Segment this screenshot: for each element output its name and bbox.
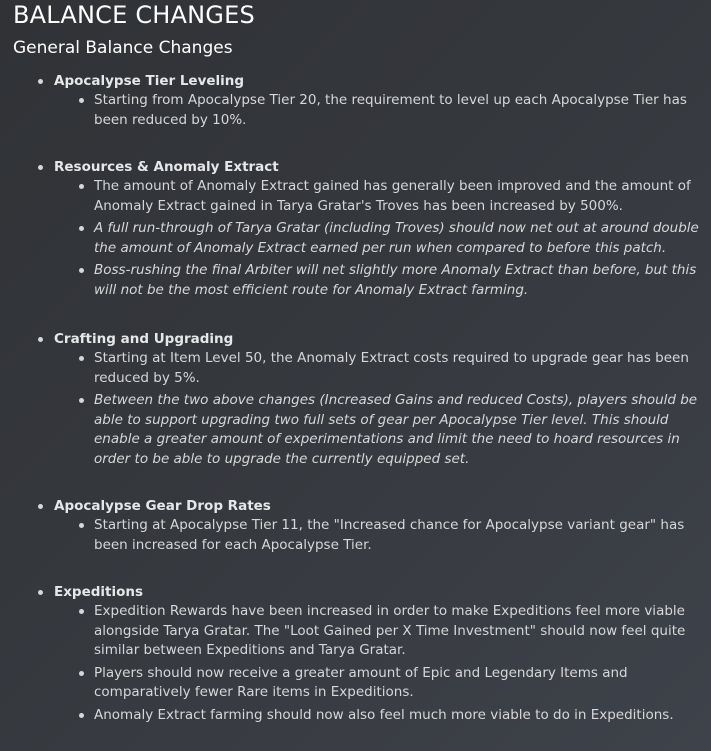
list-item: Players should now receive a greater amount of Epic and Legendary Items and comparatively fewer Rare items in Expeditions. — [76, 664, 702, 703]
bullet-list — [36, 349, 706, 469]
section-resources-anomaly-extract — [36, 158, 706, 303]
bullet-list — [36, 177, 706, 300]
list-item: Boss-rushing the final Arbiter will net slightly more Anomaly Extract than before, but this will not be the most efficient route for Anomaly Extract farming. — [76, 261, 702, 300]
section-heading: Apocalypse Tier Leveling — [36, 72, 706, 91]
bullet-list — [36, 516, 706, 555]
list-item: A full run-through of Tarya Gratar (including Troves) should now net out at around double the amount of Anomaly Extract earned per run when compared to before this patch. — [76, 219, 702, 258]
section-heading: Crafting and Upgrading — [36, 330, 706, 349]
list-item: Between the two above changes (Increased Gains and reduced Costs), players should be able to support upgrading two full sets of gear per Apocalypse Tier level. This should enable a greater amount of experimentations and limit the need to hoard resources in order to be able to upgrade the currently equipped set. — [76, 391, 702, 469]
list-item: Starting at Apocalypse Tier 11, the "Increased chance for Apocalypse variant gear" has been increased for each Apocalypse Tier. — [76, 516, 702, 555]
section-expeditions — [36, 583, 706, 728]
section-crafting-upgrading — [36, 330, 706, 472]
section-apocalypse-tier-leveling — [36, 72, 706, 133]
page-title: BALANCE CHANGES — [13, 1, 255, 29]
list-item: Starting from Apocalypse Tier 20, the requirement to level up each Apocalypse Tier has been reduced by 10%. — [76, 91, 702, 130]
list-item: Anomaly Extract farming should now also feel much more viable to do in Expeditions. — [76, 706, 702, 726]
section-apocalypse-gear-drop-rates — [36, 497, 706, 558]
bullet-list — [36, 91, 706, 130]
list-item: Starting at Item Level 50, the Anomaly Extract costs required to upgrade gear has been reduced by 5%. — [76, 349, 702, 388]
list-item: Expedition Rewards have been increased in order to make Expeditions feel more viable alongside Tarya Gratar. The "Loot Gained per X Time Investment" should now feel quite similar between Expeditions and Tarya Gratar. — [76, 602, 702, 661]
section-subtitle: General Balance Changes — [13, 38, 233, 58]
list-item: The amount of Anomaly Extract gained has generally been improved and the amount of Anomaly Extract gained in Tarya Gratar's Troves has been increased by 500%. — [76, 177, 702, 216]
section-heading: Expeditions — [36, 583, 706, 602]
section-heading: Resources & Anomaly Extract — [36, 158, 706, 177]
section-heading: Apocalypse Gear Drop Rates — [36, 497, 706, 516]
bullet-list — [36, 602, 706, 725]
